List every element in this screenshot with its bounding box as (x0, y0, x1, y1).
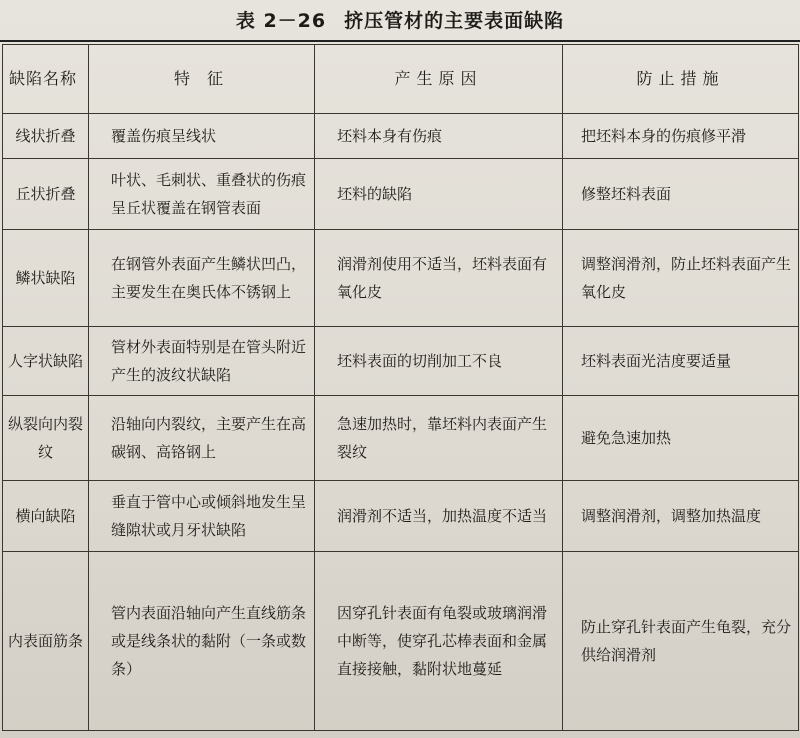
defect-name-cell: 鳞状缺陷 (3, 230, 89, 327)
table-header-row (3, 45, 799, 114)
header-defect-name: 缺陷名称 (3, 45, 89, 114)
prevention-cell: 把坯料本身的伤痕修平滑 (563, 114, 799, 159)
feature-cell: 在钢管外表面产生鳞状凹凸，主要发生在奥氏体不锈钢上 (89, 230, 315, 327)
table-row (3, 552, 799, 731)
table-row (3, 327, 799, 396)
defect-name-cell: 内表面筋条 (3, 552, 89, 731)
cause-cell: 润滑剂不适当，加热温度不适当 (315, 481, 563, 552)
cause-cell: 坯料的缺陷 (315, 159, 563, 230)
feature-cell: 垂直于管中心或倾斜地发生呈缝隙状或月牙状缺陷 (89, 481, 315, 552)
table-row (3, 230, 799, 327)
prevention-cell: 避免急速加热 (563, 396, 799, 481)
defect-name-cell: 横向缺陷 (3, 481, 89, 552)
feature-cell: 叶状、毛刺状、重叠状的伤痕呈丘状覆盖在钢管表面 (89, 159, 315, 230)
feature-cell: 管材外表面特别是在管头附近产生的波纹状缺陷 (89, 327, 315, 396)
table-row (3, 114, 799, 159)
prevention-cell: 修整坯料表面 (563, 159, 799, 230)
prevention-cell: 调整润滑剂，调整加热温度 (563, 481, 799, 552)
prevention-cell: 防止穿孔针表面产生龟裂，充分供给润滑剂 (563, 552, 799, 731)
header-prevention: 防止措施 (563, 45, 799, 114)
cause-cell: 急速加热时，靠坯料内表面产生裂纹 (315, 396, 563, 481)
defects-table (2, 44, 799, 731)
table-row (3, 159, 799, 230)
feature-cell: 覆盖伤痕呈线状 (89, 114, 315, 159)
table-row (3, 481, 799, 552)
defect-name-cell: 丘状折叠 (3, 159, 89, 230)
header-feature: 特 征 (89, 45, 315, 114)
table-title: 挤压管材的主要表面缺陷 (344, 10, 565, 32)
cause-cell: 坯料本身有伤痕 (315, 114, 563, 159)
header-cause: 产生原因 (315, 45, 563, 114)
feature-cell: 管内表面沿轴向产生直线筋条或是线条状的黏附（一条或数条） (89, 552, 315, 731)
feature-cell: 沿轴向内裂纹，主要产生在高碳钢、高铬钢上 (89, 396, 315, 481)
cause-cell: 润滑剂使用不适当，坯料表面有氧化皮 (315, 230, 563, 327)
defect-name-cell: 纵裂向内裂纹 (3, 396, 89, 481)
defect-name-cell: 线状折叠 (3, 114, 89, 159)
table-caption (0, 6, 800, 33)
prevention-cell: 调整润滑剂，防止坯料表面产生氧化皮 (563, 230, 799, 327)
prevention-cell: 坯料表面光洁度要适量 (563, 327, 799, 396)
cause-cell: 坯料表面的切削加工不良 (315, 327, 563, 396)
defect-name-cell: 人字状缺陷 (3, 327, 89, 396)
cause-cell: 因穿孔针表面有龟裂或玻璃润滑中断等，使穿孔芯棒表面和金属直接接触，黏附状地蔓延 (315, 552, 563, 731)
table-number: 表 2－26 (235, 10, 327, 32)
top-rule (0, 40, 800, 42)
table-row (3, 396, 799, 481)
